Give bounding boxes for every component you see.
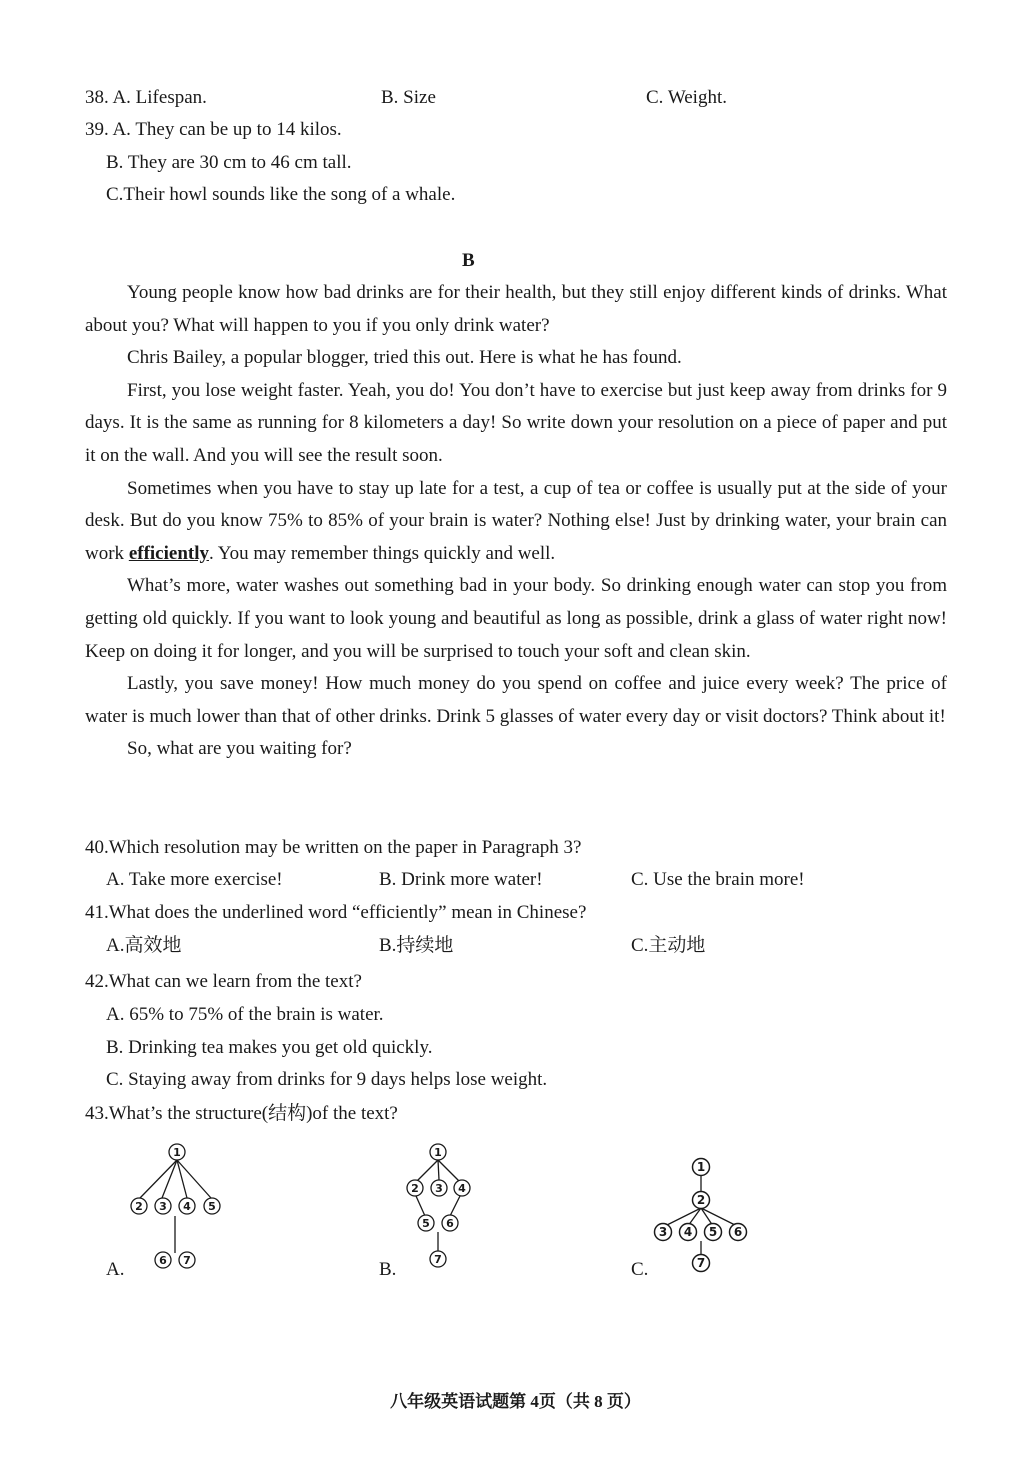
q43-option-a-label: A. xyxy=(106,1259,125,1280)
svg-text:6: 6 xyxy=(733,1225,743,1239)
svg-text:2: 2 xyxy=(135,1200,143,1213)
svg-text:5: 5 xyxy=(208,1200,216,1213)
q38-option-a: 38. A. Lifespan. xyxy=(85,87,207,108)
q38-option-c: C. Weight. xyxy=(646,87,727,108)
q42-option-c: C. Staying away from drinks for 9 days helps lose weight. xyxy=(106,1069,548,1090)
svg-text:2: 2 xyxy=(411,1182,419,1195)
svg-text:5: 5 xyxy=(708,1225,718,1239)
q40-option-a: A. Take more exercise! xyxy=(106,869,283,890)
paragraph-7: So, what are you waiting for? xyxy=(127,738,352,760)
svg-text:6: 6 xyxy=(446,1217,454,1230)
svg-text:4: 4 xyxy=(458,1182,466,1195)
q41-option-a: A.高效地 xyxy=(106,935,182,956)
svg-text:1: 1 xyxy=(696,1160,706,1174)
q42-stem: 42.What can we learn from the text? xyxy=(85,971,362,992)
underlined-word: efficiently xyxy=(128,542,209,564)
q38-option-b: B. Size xyxy=(381,87,436,108)
q43-stem: 43.What’s the structure(结构)of the text? xyxy=(85,1103,398,1124)
svg-text:4: 4 xyxy=(683,1225,693,1239)
q40-stem: 40.Which resolution may be written on the paper in Paragraph 3? xyxy=(85,837,582,858)
q39-option-c: C.Their howl sounds like the song of a whale. xyxy=(106,184,456,205)
svg-text:3: 3 xyxy=(159,1200,167,1213)
paragraph-4 xyxy=(85,473,947,571)
reading-passage xyxy=(85,277,947,766)
q41-option-b: B.持续地 xyxy=(379,935,454,956)
structure-diagram-c xyxy=(645,1152,755,1282)
q41-stem: 41.What does the underlined word “efficiently” mean in Chinese? xyxy=(85,902,587,923)
q42-option-a: A. 65% to 75% of the brain is water. xyxy=(106,1004,384,1025)
q43-option-b-label: B. xyxy=(379,1259,397,1280)
q43-option-c-label: C. xyxy=(631,1259,649,1280)
q39-option-b: B. They are 30 cm to 46 cm tall. xyxy=(106,152,352,173)
structure-diagram-a xyxy=(120,1138,240,1278)
q40-option-c: C. Use the brain more! xyxy=(631,869,805,890)
svg-text:7: 7 xyxy=(183,1254,191,1267)
q41-option-c: C.主动地 xyxy=(631,935,706,956)
paragraph-4-text-end: . You may remember things quickly and well. xyxy=(209,542,556,564)
q40-option-b: B. Drink more water! xyxy=(379,869,543,890)
paragraph-5: What’s more, water washes out something bad in your body. So drinking enough water can stop you from getting old quickly. If you want to look young and beautiful as long as possible, drink a glass of water right now! Keep on doing it for longer, and you will be surprised to touch your soft and clean skin. xyxy=(85,575,947,662)
svg-text:3: 3 xyxy=(658,1225,668,1239)
q39-option-a: 39. A. They can be up to 14 kilos. xyxy=(85,119,342,140)
svg-text:1: 1 xyxy=(434,1146,442,1159)
q42-option-b: B. Drinking tea makes you get old quickly. xyxy=(106,1037,433,1058)
paragraph-4-text-start: Sometimes when you have to stay up late for a test, a cup of tea or coffee is usually put at the side of your desk. But do you know 75% to 85% of your brain is water? Nothing else! Just by drinking water, your brain can work xyxy=(85,477,947,564)
paragraph-3: First, you lose weight faster. Yeah, you do! You don’t have to exercise but just keep away from drinks for 9 days. It is the same as running for 8 kilometers a day! So write down your resolution on a piece of paper and put it on the wall. And you will see the result soon. xyxy=(85,379,947,466)
svg-text:1: 1 xyxy=(173,1146,181,1159)
svg-text:7: 7 xyxy=(434,1253,442,1266)
paragraph-1: Young people know how bad drinks are for their health, but they still enjoy different kinds of drinks. What about you? What will happen to you if you only drink water? xyxy=(85,282,947,336)
svg-text:7: 7 xyxy=(696,1256,706,1270)
paragraph-6: Lastly, you save money! How much money do you spend on coffee and juice every week? The price of water is much lower than that of other drinks. Drink 5 glasses of water every day or visit doctors? Think about it! xyxy=(85,673,947,727)
section-heading: B xyxy=(462,250,475,271)
svg-text:4: 4 xyxy=(183,1200,191,1213)
page-footer: 八年级英语试题第 4页（共 8 页） xyxy=(390,1392,641,1411)
svg-text:3: 3 xyxy=(435,1182,443,1195)
structure-diagram-b xyxy=(398,1138,488,1273)
svg-text:5: 5 xyxy=(422,1217,430,1230)
svg-text:2: 2 xyxy=(696,1193,706,1207)
paragraph-2: Chris Bailey, a popular blogger, tried this out. Here is what he has found. xyxy=(127,347,682,369)
svg-text:6: 6 xyxy=(159,1254,167,1267)
